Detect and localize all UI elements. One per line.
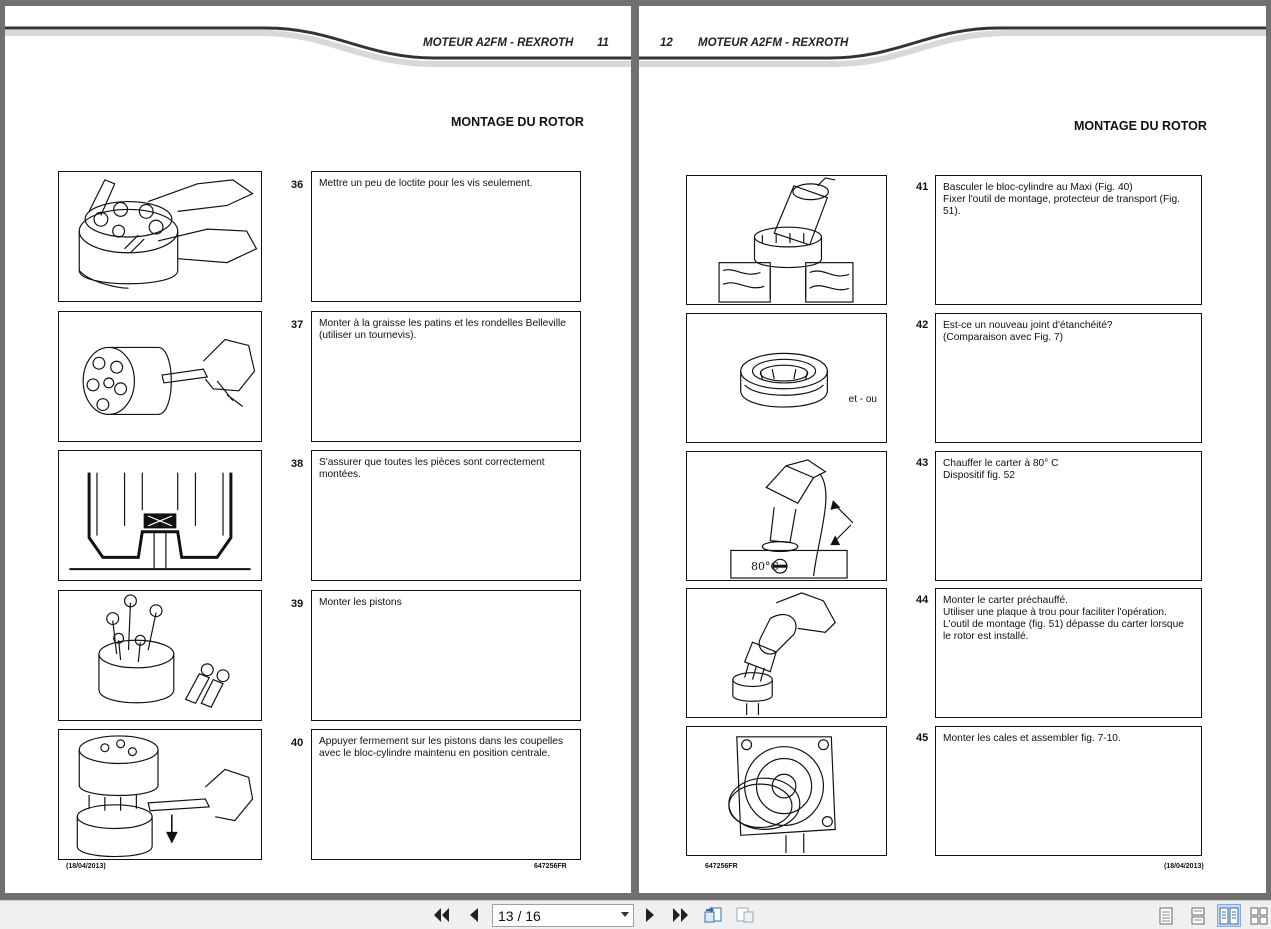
previous-view-button[interactable] [703, 905, 723, 925]
instruction-line: L'outil de montage (fig. 51) dépasse du carter lorsque [943, 619, 1184, 630]
step-number: 41 [916, 181, 929, 193]
navigation-toolbar [0, 900, 1271, 929]
press-pistons-illustration [58, 729, 262, 860]
footer-date: (18/04/2013) [66, 863, 106, 870]
instruction-line: montées. [319, 469, 361, 480]
first-page-button[interactable] [432, 905, 452, 925]
previous-page-icon [468, 907, 480, 923]
instruction-line: Utiliser une plaque à trou pour faciliter l'opération. [943, 607, 1167, 618]
instruction-line: Mettre un peu de loctite pour les vis seulement. [319, 178, 533, 189]
seal-ring-illustration [686, 313, 887, 443]
cross-section-illustration [58, 450, 262, 581]
header-title: MOTEUR A2FM - REXROTH [423, 37, 574, 49]
instruction-line: (Comparaison avec Fig. 7) [943, 332, 1064, 343]
document-page-right [639, 6, 1266, 893]
last-page-button[interactable] [670, 905, 690, 925]
step-instruction-box [311, 450, 581, 581]
page-number: 12 [660, 37, 673, 49]
step-number: 38 [291, 458, 304, 470]
tilt-cylinder-block-illustration [686, 175, 887, 305]
next-page-button[interactable] [640, 905, 660, 925]
step-instruction-box [311, 171, 581, 302]
instruction-line: Basculer le bloc-cylindre au Maxi (Fig. 40) [943, 182, 1133, 193]
step-instruction-box [935, 588, 1202, 718]
previous-view-icon [703, 906, 723, 924]
chevron-down-icon[interactable] [621, 912, 629, 917]
page-selector[interactable] [492, 904, 634, 927]
first-page-icon [433, 907, 451, 923]
step-instruction-box [935, 451, 1202, 581]
section-title: MONTAGE DU ROTOR [1074, 119, 1207, 133]
next-view-icon [735, 906, 755, 924]
instruction-line: Est-ce un nouveau joint d'étanchéité? [943, 320, 1113, 331]
pistons-illustration [58, 590, 262, 721]
step-number: 36 [291, 179, 304, 191]
continuous-facing-icon [1250, 907, 1268, 925]
continuous-facing-view-button[interactable] [1249, 904, 1269, 927]
single-page-icon [1159, 907, 1173, 925]
facing-view-button[interactable] [1217, 904, 1241, 927]
header-title: MOTEUR A2FM - REXROTH [698, 37, 849, 49]
instruction-line: le rotor est installé. [943, 631, 1029, 642]
continuous-view-button[interactable] [1186, 904, 1210, 927]
step-number: 44 [916, 594, 929, 606]
step-instruction-box [935, 175, 1202, 305]
step-number: 43 [916, 457, 929, 469]
rotor-loctite-screws-illustration [58, 171, 262, 302]
step-instruction-box [311, 311, 581, 442]
last-page-icon [671, 907, 689, 923]
continuous-page-icon [1191, 907, 1205, 925]
section-title: MONTAGE DU ROTOR [451, 115, 584, 129]
instruction-line: S'assurer que toutes les pièces sont correctement [319, 457, 545, 468]
step-number: 40 [291, 737, 304, 749]
document-page-left [5, 6, 631, 893]
previous-page-button[interactable] [464, 905, 484, 925]
instruction-line: Appuyer fermement sur les pistons dans les coupelles [319, 736, 564, 747]
footer-reference: 647256FR [534, 863, 567, 870]
instruction-line: Monter les cales et assembler fig. 7-10. [943, 733, 1121, 744]
footer-reference: 647256FR [705, 863, 738, 870]
heat-housing-illustration [686, 451, 887, 581]
instruction-line: Dispositif fig. 52 [943, 470, 1015, 481]
step-instruction-box [311, 590, 581, 721]
instruction-line: (utiliser un tournevis). [319, 330, 417, 341]
shims-assembly-illustration [686, 726, 887, 856]
step-instruction-box [935, 726, 1202, 856]
step-number: 37 [291, 319, 304, 331]
instruction-line: Monter les pistons [319, 597, 402, 608]
footer-date: (18/04/2013) [1164, 863, 1204, 870]
mount-housing-illustration [686, 588, 887, 718]
instruction-line: Monter le carter préchauffé. [943, 595, 1068, 606]
instruction-line: Chauffer le carter à 80° C [943, 458, 1059, 469]
seal-alternative-label: et - ou [848, 394, 877, 405]
single-page-view-button[interactable] [1154, 904, 1178, 927]
step-instruction-box [311, 729, 581, 860]
next-page-icon [644, 907, 656, 923]
instruction-line: Fixer l'outil de montage, protecteur de transport (Fig. 51). [943, 194, 1180, 217]
step-instruction-box [935, 313, 1202, 443]
instruction-line: Monter à la graisse les patins et les rondelles Belleville [319, 318, 566, 329]
step-number: 45 [916, 732, 929, 744]
step-number: 39 [291, 598, 304, 610]
instruction-line: avec le bloc-cylindre maintenu en position centrale. [319, 748, 551, 759]
temperature-label: 80°C [751, 560, 779, 573]
step-number: 42 [916, 319, 929, 331]
page-number-input[interactable] [493, 906, 613, 926]
next-view-button[interactable] [735, 905, 755, 925]
facing-pages-icon [1219, 907, 1239, 925]
cylinder-block-screwdriver-illustration [58, 311, 262, 442]
page-number: 11 [597, 37, 609, 49]
